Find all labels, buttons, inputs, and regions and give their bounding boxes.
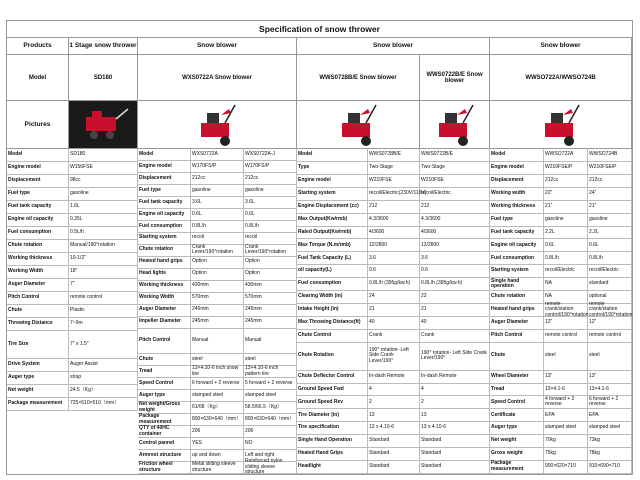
spec-value: 0.6 [368, 265, 420, 278]
pictures-label: Pictures [7, 101, 69, 149]
spec-label: Working thickness [490, 201, 544, 214]
spec-value: 3.6L [244, 197, 297, 209]
spec-value: 13 [420, 409, 490, 422]
spec-value: 1.6L [69, 201, 138, 214]
spec-value: standard [588, 278, 632, 291]
spec-value: gasoline [69, 188, 138, 201]
spec-value: stamped steel [544, 422, 588, 435]
product-image-3 [297, 101, 420, 149]
spec-label: Net weight [490, 435, 544, 448]
spec-value: gasoline [544, 214, 588, 227]
spec-label: Max Torque (N.m/rmb) [297, 239, 368, 252]
spec-value: 40 [420, 317, 490, 330]
spec-value: WXS0722A [191, 149, 244, 161]
spec-value: 190° rotation- Left Side Crank Lever/190° [420, 343, 490, 371]
spec-value: 245mm [191, 305, 244, 317]
spec-value: remote crank/station control/190°rotation [589, 300, 633, 318]
spec-label: Fuel type [490, 214, 544, 227]
product-image-1 [69, 101, 138, 149]
spec-value: 570mm [191, 293, 244, 305]
model-name-1: SD180 [69, 55, 138, 101]
model-name-3: WWS0728B/E Snow blower [297, 55, 420, 101]
spec-label: Auger Diameter [7, 279, 69, 292]
spec-value: W170FS/P [191, 161, 244, 173]
spec-value: 10-1/2" [69, 253, 138, 266]
spec-value: 0.8L/h (395g/kw.h) [420, 278, 490, 291]
spec-label: Heated hand grips [138, 257, 191, 269]
spec-value: 70kg [544, 435, 588, 448]
spec-value: 4/3600 [368, 227, 420, 240]
spec-label: Displacement [138, 173, 191, 185]
spec-value: 0.35L [69, 214, 138, 227]
spec-value: 13 x 4.10-6 [368, 422, 420, 435]
spec-value: 21 [368, 304, 420, 317]
spec-value: 7" x 1.5" [69, 331, 138, 359]
spec-value: W156FSE [69, 162, 138, 175]
spec-label: Net weight/Gross weight [138, 402, 191, 414]
spec-label: Throwing Distance [7, 318, 69, 331]
spec-value: Standard [420, 448, 490, 461]
spec-value: steel [544, 343, 588, 371]
spec-value: Manual [244, 329, 297, 355]
spec-value: EPA [544, 409, 588, 422]
spec-value: 6 forward + 2 reverse [588, 396, 632, 409]
spec-label: Auger type [138, 390, 191, 402]
spec-value: 40 [368, 317, 420, 330]
spec-label: Chute rotation [490, 291, 544, 304]
spec-value: Standard [420, 435, 490, 448]
spec-value: 61/68（Kg） [191, 402, 244, 414]
spec-value: W210FSE/P [588, 162, 632, 175]
spec-label: Displacement [7, 175, 69, 188]
model-name-2: WXS0722A Snow blower [138, 55, 297, 101]
spec-value: recoil [191, 233, 244, 245]
spec-label: Chute [490, 343, 544, 371]
spec-value: Option [244, 269, 297, 281]
spec-value: Standard [368, 461, 420, 474]
spec-label: Pitch Control [138, 329, 191, 355]
spec-value: YES [191, 438, 244, 450]
spec-label: Speed Control [490, 396, 544, 409]
spec-label: Intake Height (in) [297, 304, 368, 317]
spec-value: 4 [420, 384, 490, 397]
spec-value: recoil/Electric(230V/110V) [368, 188, 420, 201]
spec-value: In-dash Remote [420, 371, 490, 384]
spec-value: 245mm [191, 317, 244, 329]
spec-value: 212 [368, 201, 420, 214]
spec-label: Engine model [297, 175, 368, 188]
spec-label: Chute Control [297, 330, 368, 343]
spec-label: Single hand operation [490, 278, 544, 291]
spec-label: Chute rotation [7, 240, 69, 253]
spec-label: Chute rotation [138, 245, 191, 257]
spec-value: recoil [244, 233, 297, 245]
spec-value: 5 forward + 2 reverse [244, 378, 297, 390]
spec-value: remote control [69, 292, 138, 305]
spec-label: Engine model [7, 162, 69, 175]
product-image-4 [420, 101, 490, 149]
spec-value: 3.6L [191, 197, 244, 209]
spec-label: Gross weight [490, 448, 544, 461]
spec-value: NA [544, 291, 588, 304]
spec-value: Option [191, 269, 244, 281]
spec-value: 430mm [191, 281, 244, 293]
spec-value: 0.5L/h [69, 227, 138, 240]
spec-value: 7" [69, 279, 138, 292]
spec-label: Chute [7, 305, 69, 318]
spec-value: 13" [588, 371, 632, 384]
spec-value: 13×4.10-6 inch pattern tire [244, 366, 297, 378]
spec-value: WWS0728B/E [368, 149, 420, 162]
spec-value: 4/3600 [420, 227, 490, 240]
spec-value: up and down [191, 450, 244, 462]
spec-value: Two-Stage [420, 162, 490, 175]
spec-label: QTY of 40HC container [138, 426, 191, 438]
spec-value: 0.6 [420, 265, 490, 278]
header-product-1: 1 Stage snow thrower [69, 37, 138, 55]
spec-value: Plastic [69, 305, 138, 318]
spec-label: Max Output(Kw/rmb) [297, 214, 368, 227]
spec-value: Crank Lever/190°rotation [191, 245, 244, 257]
spec-value: 21 [420, 304, 490, 317]
spec-value: 0.8L/h [588, 252, 632, 265]
spec-label: Working width [490, 188, 544, 201]
spec-value: remote crank/station control/190°rotation [545, 300, 589, 318]
spec-label: Starting system [297, 188, 368, 201]
spec-value: 22 [420, 291, 490, 304]
spec-label: Wheel Diameter [490, 371, 544, 384]
spec-value: 0.8L/h [191, 221, 244, 233]
spec-value: 4 forward + 2 reverse [544, 396, 588, 409]
spec-value: 900×620×710 [544, 461, 588, 474]
spec-label: Certificate [490, 409, 544, 422]
spec-value: 12" [544, 317, 588, 330]
spec-label: Type [297, 162, 368, 175]
spec-value: WWSO724B [588, 149, 632, 162]
product-image-2 [138, 101, 297, 149]
header-products: Products [7, 37, 69, 55]
spec-label: Impeller Diameter [138, 317, 191, 329]
spec-value: 3.6 [368, 252, 420, 265]
spec-value: strap [69, 372, 138, 385]
spec-label: Pitch Control [490, 330, 544, 343]
header-product-2: Snow blower [138, 37, 297, 55]
spec-value: recoil/Electric [544, 265, 588, 278]
spec-value: Metal sliding sleeve structure [191, 462, 244, 474]
spec-value: steel [588, 343, 632, 371]
spec-value: 7~9m [69, 318, 138, 331]
spec-value: W210FSE/P [544, 162, 588, 175]
spec-value: steel [191, 354, 244, 366]
model-row-label: Model [7, 55, 69, 101]
spec-value: 0.8L/h (395g/kw.h) [368, 278, 420, 291]
spec-value: recoil/Electric [588, 265, 632, 278]
spec-label: Single Hand Operation [297, 435, 368, 448]
spec-label: Fuel type [7, 188, 69, 201]
spec-label: Tire Size [7, 331, 69, 359]
spec-label: Ground Speed Fwd [297, 384, 368, 397]
spec-value: 212cc [244, 173, 297, 185]
model-name-5: WWSO722A/WWSO724B [490, 55, 632, 101]
spec-value: 570mm [244, 293, 297, 305]
spec-value: W170FS/P [244, 161, 297, 173]
spec-value: Standard [368, 435, 420, 448]
spec-label: Tread [138, 366, 191, 378]
spec-label: Fuel type [138, 185, 191, 197]
spec-value: 21" [544, 201, 588, 214]
spec-label: Working thickness [7, 253, 69, 266]
spec-value: 206 [244, 426, 297, 438]
spec-value: EPA [588, 409, 632, 422]
spec-value: 2.2L [544, 227, 588, 240]
spec-label: Working thickness [138, 281, 191, 293]
spec-value: gasoline [588, 214, 632, 227]
spec-label: Engine oil capacity [138, 209, 191, 221]
spec-value: 0.8L/h [244, 221, 297, 233]
spec-value: 212cc [544, 175, 588, 188]
spec-value: 725×510×510（mm） [69, 398, 138, 411]
spec-value: 430mm [244, 281, 297, 293]
header-product-3: Snow blower [297, 37, 490, 55]
spec-value: 910×690×710 [588, 461, 632, 474]
spec-value: 0.6L [244, 209, 297, 221]
spec-value: 212cc [191, 173, 244, 185]
spec-label: Package measurement [7, 398, 69, 411]
spec-value: 13×4.1-6 [588, 384, 632, 397]
spec-label: Starting system [490, 265, 544, 278]
spec-value: 245mm [244, 305, 297, 317]
spec-value: 245mm [244, 317, 297, 329]
spec-label: Engine oil capacity [7, 214, 69, 227]
spec-label: Ground Speed Rev [297, 396, 368, 409]
spec-value: SD180 [69, 149, 138, 162]
spec-label: Chute Rotation [297, 343, 368, 371]
spec-value: Two-Stage [368, 162, 420, 175]
spec-value: stamped steel [588, 422, 632, 435]
spec-value: remote control [544, 330, 588, 343]
spec-label: Control pannel [138, 438, 191, 450]
spec-value: 21" [588, 201, 632, 214]
spec-label: Net weight [7, 385, 69, 398]
spec-value: Standard [368, 448, 420, 461]
spec-label: Friction wheel structure [138, 462, 191, 474]
spec-value: 0.6L [588, 239, 632, 252]
spec-label: Chute Deflector Control [297, 371, 368, 384]
spec-value: Crank [420, 330, 490, 343]
spec-label: Fuel Tank Capacity (L) [297, 252, 368, 265]
spec-label: Model [138, 149, 191, 161]
spec-value: 4 [368, 384, 420, 397]
spec-value: 206 [191, 426, 244, 438]
spec-label: Fuel consumption [138, 221, 191, 233]
spec-value: 0.6L [191, 209, 244, 221]
spec-label: Fuel tank capacity [138, 197, 191, 209]
spec-value: W210FSE [368, 175, 420, 188]
spec-label: Chute [138, 354, 191, 366]
spec-value: stamped steel [244, 390, 297, 402]
spec-label: Fuel consumption [490, 252, 544, 265]
spec-value: Option [244, 257, 297, 269]
spec-value: 73kg [588, 435, 632, 448]
spec-label: Rated Output(Kw/rmb) [297, 227, 368, 240]
table-title: Specification of snow thrower [7, 21, 632, 38]
spec-value: recoil/Electric [420, 188, 490, 201]
spec-value: 6 forward + 2 reverse [191, 378, 244, 390]
spec-value: 78kg [588, 448, 632, 461]
spec-label: Fuel consumption [7, 227, 69, 240]
spec-value: 24.5（Kg） [69, 385, 138, 398]
spec-label: Package measurement [138, 414, 191, 426]
spec-label: Displacement [490, 175, 544, 188]
spec-value: 3.6 [420, 252, 490, 265]
spec-value: Option [191, 257, 244, 269]
spec-value: gasoline [191, 185, 244, 197]
spec-label: Drive System [7, 359, 69, 372]
spec-label: Model [7, 149, 69, 162]
spec-label: Auger type [490, 422, 544, 435]
spec-label: Working Width [7, 266, 69, 279]
spec-value: 24 [368, 291, 420, 304]
spec-value: 12/2800 [420, 239, 490, 252]
spec-value: 2 [368, 396, 420, 409]
spec-value: Reinforced nylon sliding sleeve structure [244, 462, 297, 474]
spec-label: Heated Hand Grips [297, 448, 368, 461]
spec-value: 75kg [544, 448, 588, 461]
spec-label: Headlight [297, 461, 368, 474]
spec-value: 800×630×640（mm） [191, 414, 244, 426]
spec-label: Clearing Width (in) [297, 291, 368, 304]
spec-label: Speed Control [138, 378, 191, 390]
spec-label: Tire Diameter (in) [297, 409, 368, 422]
spec-label: Package measurement [490, 461, 544, 474]
spec-label: Armrest structure [138, 450, 191, 462]
spec-value: Left and right [244, 450, 297, 462]
spec-value: Crank [368, 330, 420, 343]
spec-value: optional [588, 291, 632, 304]
spec-value: 22" [544, 188, 588, 201]
spec-value: gasoline [244, 185, 297, 197]
spec-value: WWS0722B/E [420, 149, 490, 162]
spec-value: stamped steel [191, 390, 244, 402]
spec-value: W210FSE [420, 175, 490, 188]
spec-label: Working Width [138, 293, 191, 305]
spec-label: Auger Diameter [490, 317, 544, 330]
spec-value: NO [244, 438, 297, 450]
model-name-4: WWS0722B/E Snow blower [420, 55, 490, 101]
spec-value: 0.6L [544, 239, 588, 252]
spec-value: 2 [420, 396, 490, 409]
spec-value: 13 [368, 409, 420, 422]
spec-value: WWSO722A [544, 149, 588, 162]
spec-label: Tire specification [297, 422, 368, 435]
spec-value: WXS0722A-J [244, 149, 297, 161]
spec-value: 12/2800 [368, 239, 420, 252]
spec-value: 12" [588, 317, 632, 330]
spec-value: 13×4.10-6 inch snow tire [191, 366, 244, 378]
spec-label: Auger type [7, 372, 69, 385]
spec-value: 2.2L [588, 227, 632, 240]
spec-label: Model [490, 149, 544, 162]
spec-label: Head lights [138, 269, 191, 281]
spec-label: Model [297, 149, 368, 162]
spec-label: Tread [490, 384, 544, 397]
spec-label: Fuel tank capacity [490, 227, 544, 240]
spec-value: 190° rotation- Left Side Crank Lever/190° [368, 343, 420, 371]
spec-value: 4.3/3600 [420, 214, 490, 227]
spec-value: 212 [420, 201, 490, 214]
spec-value: 0.8L/h [544, 252, 588, 265]
spec-value: Crank Lever/190°rotation [244, 245, 297, 257]
spec-value: 24" [588, 188, 632, 201]
header-product-4: Snow blower [490, 37, 632, 55]
spec-value: 58.5/66.5（Kg） [244, 402, 297, 414]
product-image-5 [490, 101, 632, 149]
spec-value: Standard [420, 461, 490, 474]
spec-label: Max Throwing Distance(ft) [297, 317, 368, 330]
spec-label: Engine Displacement (cc) [297, 201, 368, 214]
spec-value: 13" [544, 371, 588, 384]
spec-label: Heated hand grips [490, 304, 544, 317]
spec-value: 212cc [588, 175, 632, 188]
spec-value: 13×4.1-6 [544, 384, 588, 397]
spec-label: Fuel consumption [297, 278, 368, 291]
spec-label: Fuel tank capacity [7, 201, 69, 214]
spec-value: NA [544, 278, 588, 291]
spec-value: In-dash Remote [368, 371, 420, 384]
spec-label: Starting system [138, 233, 191, 245]
spec-label: Engine oil capacity [490, 239, 544, 252]
spec-label: oil capacity(L) [297, 265, 368, 278]
spec-value: Manual/190°rotation [69, 240, 138, 253]
spec-value: steel [244, 354, 297, 366]
spec-table [6, 20, 633, 475]
spec-label: Engine model [490, 162, 544, 175]
spec-label: Auger Diameter [138, 305, 191, 317]
spec-value: Auger Assist [69, 359, 138, 372]
spec-value: Manual [191, 329, 244, 355]
spec-value: 800×630×640（mm） [244, 414, 297, 426]
spec-value: 98cc [69, 175, 138, 188]
spec-value: remote control [588, 330, 632, 343]
spec-label: Pitch Control [7, 292, 69, 305]
spec-label: Engine model [138, 161, 191, 173]
spec-value: 13 x 4.10-6 [420, 422, 490, 435]
spec-value: 18" [69, 266, 138, 279]
spec-value: 4.3/3600 [368, 214, 420, 227]
